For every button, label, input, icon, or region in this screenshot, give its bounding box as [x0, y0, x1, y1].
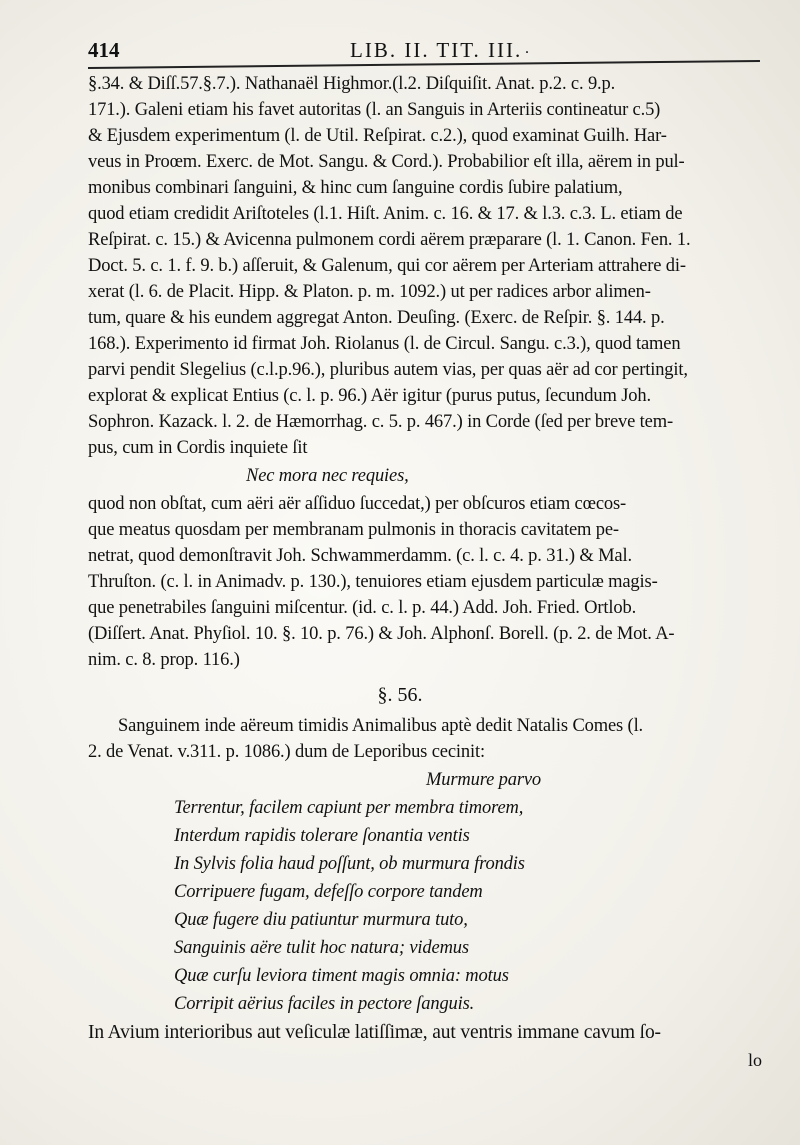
- verse-line: Corripuere fugam, defeſſo corpore tandem: [174, 882, 483, 902]
- text-line: que meatus quosdam per membranam pulmonis in thoracis cavitatem pe-: [88, 520, 619, 540]
- text-line: Sophron. Kazack. l. 2. de Hæmorrhag. c. 5. p. 467.) in Corde (ſed per breve tem-: [88, 412, 673, 432]
- text-line: explorat & explicat Entius (c. l. p. 96.) Aër igitur (purus putus, ſecundum Joh.: [88, 386, 651, 406]
- running-title: LIB. II. TIT. III.: [350, 38, 523, 62]
- text-line: 2. de Venat. v.311. p. 1086.) dum de Leporibus cecinit:: [88, 742, 485, 762]
- verse-line: Quæ curſu leviora timent magis omnia: motus: [174, 966, 509, 986]
- verse-line: Murmure parvo: [426, 770, 542, 790]
- verse-line: Sanguinis aëre tulit hoc natura; videmus: [174, 938, 469, 958]
- quoted-verse: Nec mora nec requies,: [246, 466, 409, 486]
- text-line: monibus combinari ſanguini, & hinc cum ſanguine cordis ſubire palatium,: [88, 178, 623, 198]
- section-heading: §. 56.: [377, 684, 423, 706]
- text-line: tum, quare & his eundem aggregat Anton. Deuſing. (Exerc. de Reſpir. §. 144. p.: [88, 308, 665, 328]
- text-line: veus in Proœm. Exerc. de Mot. Sangu. & Cord.). Probabilior eſt illa, aërem in pul-: [88, 152, 685, 172]
- text-line: Doct. 5. c. 1. f. 9. b.) aſſeruit, & Galenum, qui cor aërem per Arteriam attrahere di-: [88, 256, 686, 276]
- page-number: 414: [88, 38, 120, 62]
- text-line: In Avium interioribus aut veſiculæ latiſſimæ, aut ventris immane cavum ſo-: [88, 1022, 661, 1043]
- verse-line: Corripit aërius faciles in pectore ſanguis.: [174, 994, 475, 1014]
- verse-line: Interdum rapidis tolerare ſonantia ventis: [174, 826, 470, 846]
- text-line: parvi pendit Slegelius (c.l.p.96.), pluribus autem vias, per quas aër ad cor pertingit,: [88, 360, 688, 380]
- text-line: pus, cum in Cordis inquiete ſit: [88, 438, 308, 458]
- text-line: quod non obſtat, cum aëri aër aſſiduo ſuccedat,) per obſcuros etiam cœcos-: [88, 494, 627, 514]
- verse-line: Terrentur, facilem capiunt per membra timorem,: [174, 798, 524, 818]
- verse-line: Quæ fugere diu patiuntur murmura tuto,: [174, 910, 468, 930]
- text-line: & Ejusdem experimentum (l. de Util. Reſpirat. c.2.), quod examinat Guilh. Har-: [88, 126, 667, 146]
- text-line: Thruſton. (c. l. in Animadv. p. 130.), tenuiores etiam ejusdem particulæ magis-: [88, 572, 658, 592]
- text-line: que penetrabiles ſanguini miſcentur. (id. c. l. p. 44.) Add. Joh. Fried. Ortlob.: [88, 598, 637, 618]
- header-mark: .: [525, 40, 529, 57]
- text-line: netrat, quod demonſtravit Joh. Schwammerdamm. (c. l. c. 4. p. 31.) & Mal.: [88, 546, 632, 566]
- verse-line: In Sylvis folia haud poſſunt, ob murmura frondis: [174, 854, 525, 874]
- paragraph-first-line: Sanguinem inde aëreum timidis Animalibus aptè dedit Natalis Comes (l.: [118, 716, 644, 736]
- text-line: (Diſſert. Anat. Phyſiol. 10. §. 10. p. 76.) & Joh. Alphonſ. Borell. (p. 2. de Mot. A-: [88, 624, 675, 644]
- text-line: Reſpirat. c. 15.) & Avicenna pulmonem cordi aërem præparare (l. 1. Canon. Fen. 1.: [88, 230, 691, 250]
- text-line: nim. c. 8. prop. 116.): [88, 650, 240, 670]
- text-line: 171.). Galeni etiam his favet autoritas (l. an Sanguis in Arteriis contineatur c.5): [88, 100, 661, 120]
- text-line: quod etiam credidit Ariſtoteles (l.1. Hiſt. Anim. c. 16. & 17. & l.3. c.3. L. etiam de: [88, 204, 683, 224]
- text-line: §.34. & Diſſ.57.§.7.). Nathanaël Highmor.(l.2. Diſquiſit. Anat. p.2. c. 9.p.: [88, 74, 616, 94]
- text-line: xerat (l. 6. de Placit. Hipp. & Platon. p. m. 1092.) ut per radices arbor alimen-: [88, 282, 651, 302]
- catchword: lo: [748, 1050, 763, 1070]
- text-line: 168.). Experimento id firmat Joh. Riolanus (l. de Circul. Sangu. c.3.), quod tamen: [88, 334, 681, 354]
